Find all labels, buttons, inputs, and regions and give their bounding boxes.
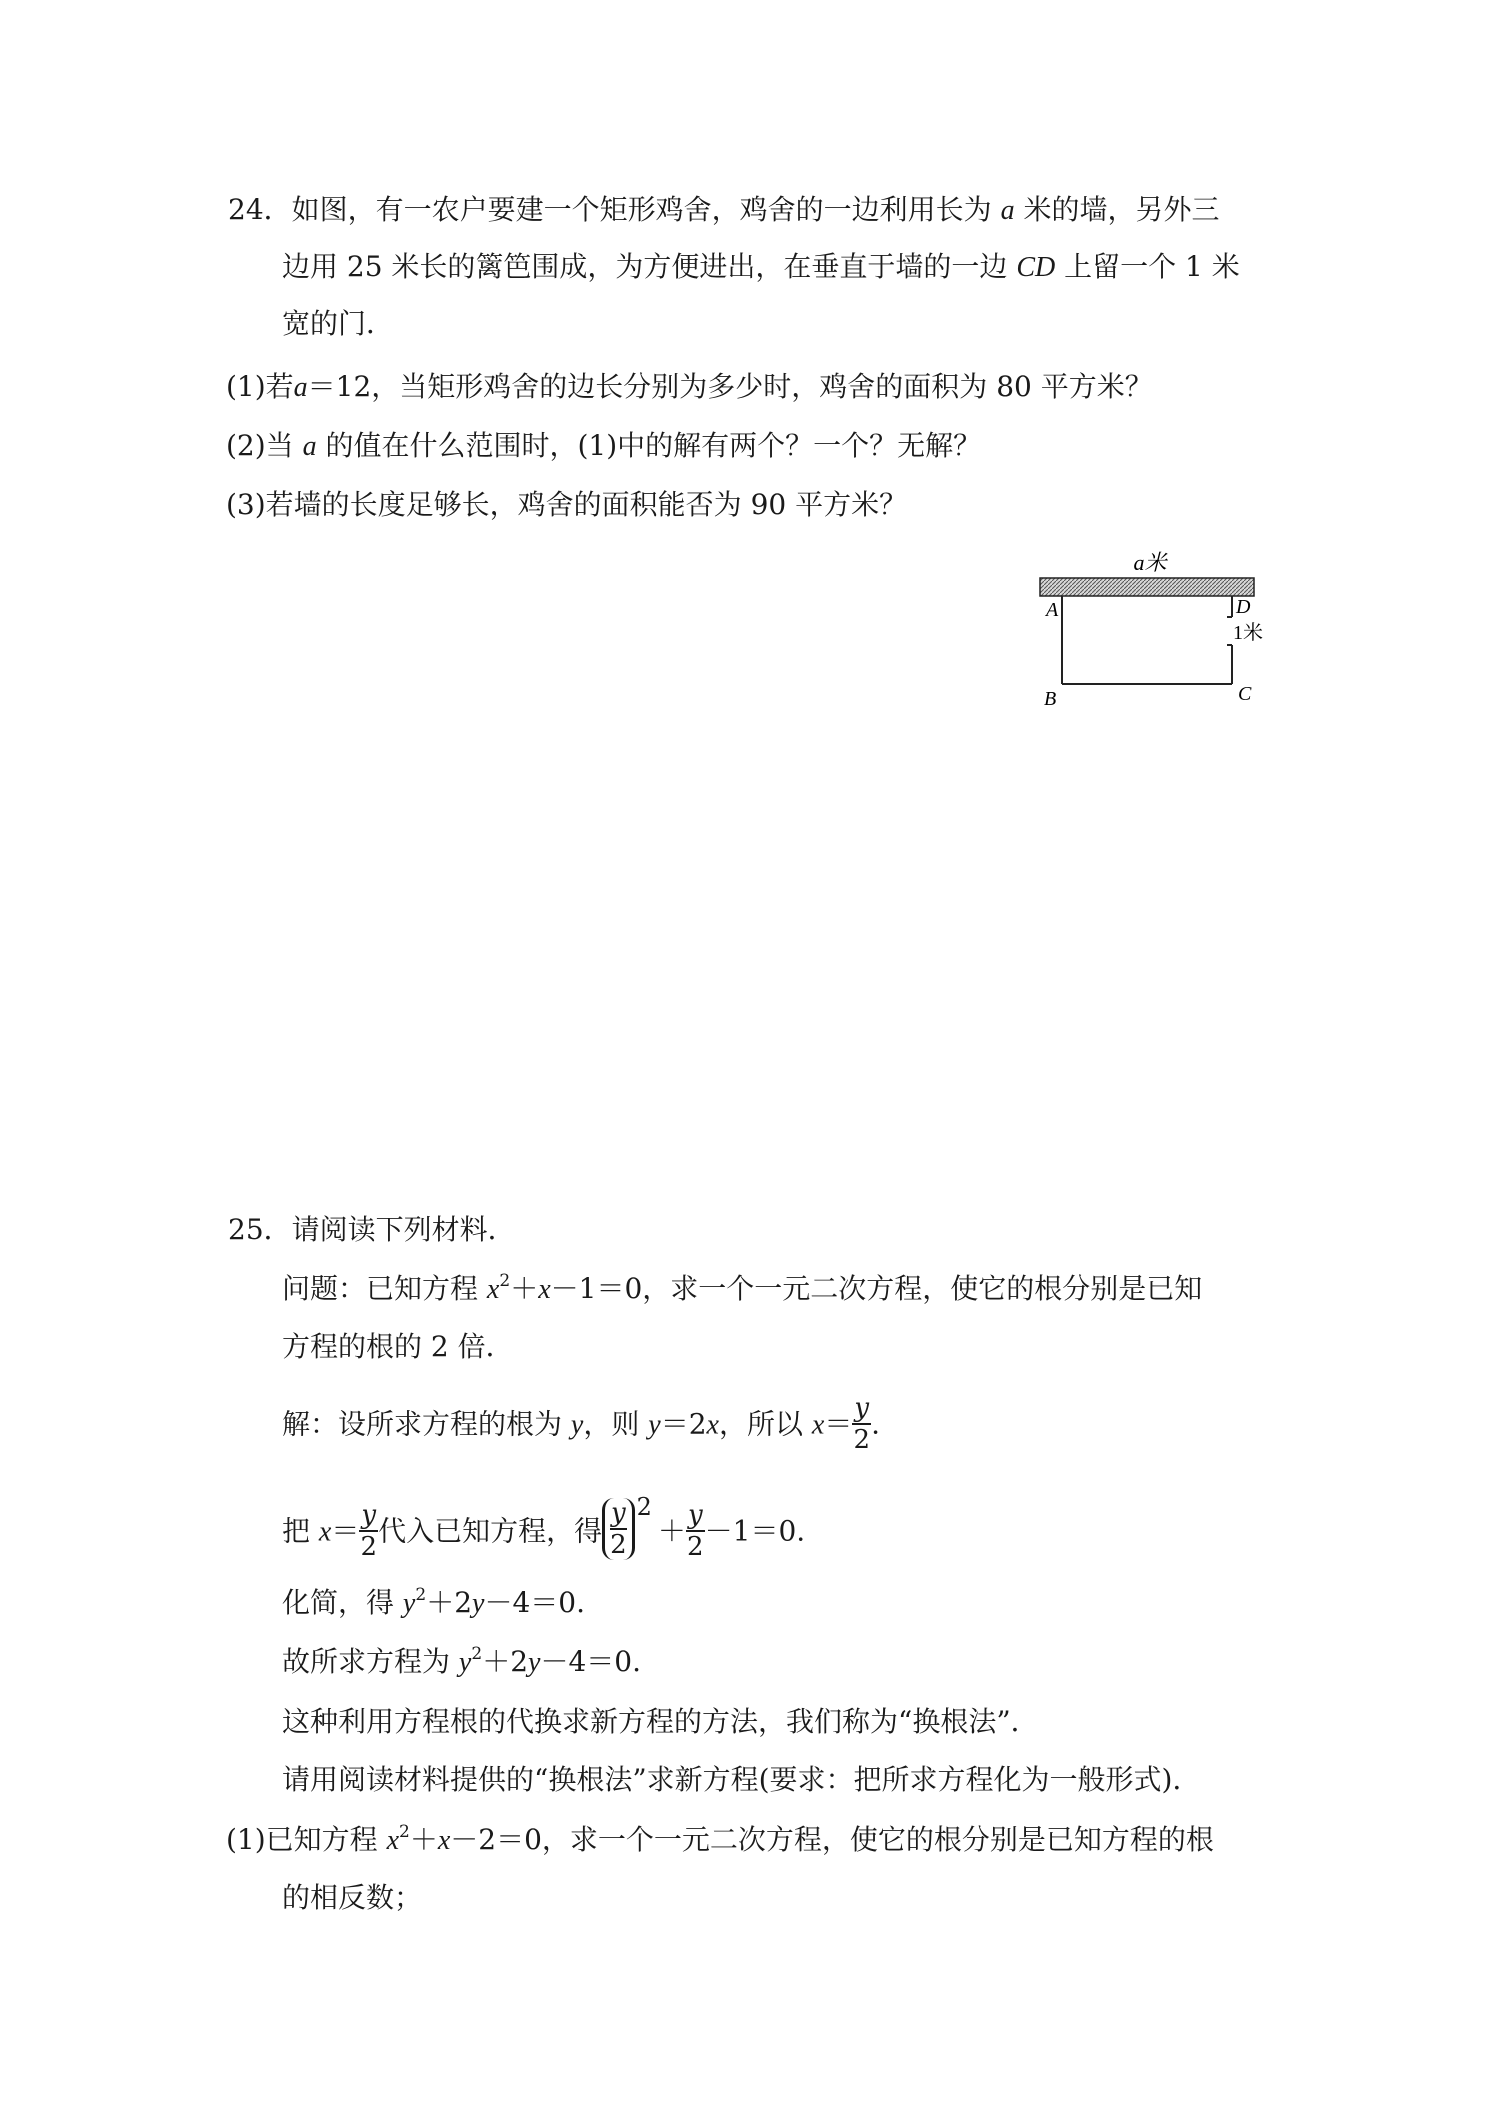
q24-part-1: (1)若a＝12，当矩形鸡舍的边长分别为多少时，鸡舍的面积为 80 平方米？	[226, 370, 1153, 403]
q25-line-1: 25．请阅读下列材料．	[228, 1213, 516, 1246]
label-b: B	[1044, 688, 1057, 710]
q25-simplify: 化简，得 $y^2+2y-4=0$.	[282, 1585, 585, 1619]
q25-part-1-line-2: 的相反数；	[282, 1881, 423, 1914]
wall-label: a米	[1133, 550, 1167, 575]
q24-line-2: 边用 25 米长的篱笆围成，为方便进出，在垂直于墙的一边 CD 上留一个 1 米	[282, 250, 1240, 283]
q25-method: 这种利用方程根的代换求新方程的方法，我们称为“换根法”．	[282, 1705, 1039, 1738]
q25-substitution: 把 x＝ $\frac{y}{2}$ 代入已知方程，得 $\frac{y}{2}$ 2＋ $\frac{y}{2}$ －1＝0.	[282, 1492, 806, 1562]
wall	[1040, 578, 1254, 596]
q25-solution: 解：设所求方程的根为 y，则 y＝2x，所以 x＝ $\frac{y}{2}$ .	[282, 1393, 880, 1455]
q25-answer: 故所求方程为 $y^2+2y-4=0$.	[282, 1644, 641, 1678]
q24-part-3: (3)若墙的长度足够长，鸡舍的面积能否为 90 平方米？	[226, 488, 908, 521]
q25-problem: 问题：已知方程 $x^2+x-1=0$，求一个一元二次方程，使它的根分别是已知	[282, 1271, 1203, 1305]
paren-fraction-y-over-2: $\frac{y}{2}$	[602, 1498, 635, 1560]
q25-part-1: (1)已知方程 $x^2+x-2=0$，求一个一元二次方程，使它的根分别是已知方程的根	[226, 1822, 1214, 1856]
q24-part-2: (2)当 a 的值在什么范围时，(1)中的解有两个？一个？无解？	[226, 429, 982, 462]
q24-number: 24．	[228, 193, 292, 226]
fraction-y-over-2: $\frac{y}{2}$	[853, 1393, 870, 1455]
label-d: D	[1236, 596, 1251, 618]
coop-diagram	[1020, 545, 1280, 715]
label-a: A	[1046, 599, 1059, 621]
q25-number: 25．	[228, 1213, 292, 1246]
q24-line-3: 宽的门．	[282, 307, 395, 340]
fraction-y-over-2: $\frac{y}{2}$	[360, 1500, 377, 1562]
q25-problem-line-2: 方程的根的 2 倍．	[282, 1330, 514, 1363]
label-c: C	[1238, 683, 1252, 705]
q24-line-1: 24．如图，有一农户要建一个矩形鸡舍，鸡舍的一边利用长为 a 米的墙，另外三	[228, 193, 1220, 226]
door-label: 1米	[1233, 622, 1263, 644]
q25-task: 请用阅读材料提供的“换根法”求新方程(要求：把所求方程化为一般形式)．	[282, 1763, 1201, 1796]
fraction-y-over-2: $\frac{y}{2}$	[687, 1500, 704, 1562]
